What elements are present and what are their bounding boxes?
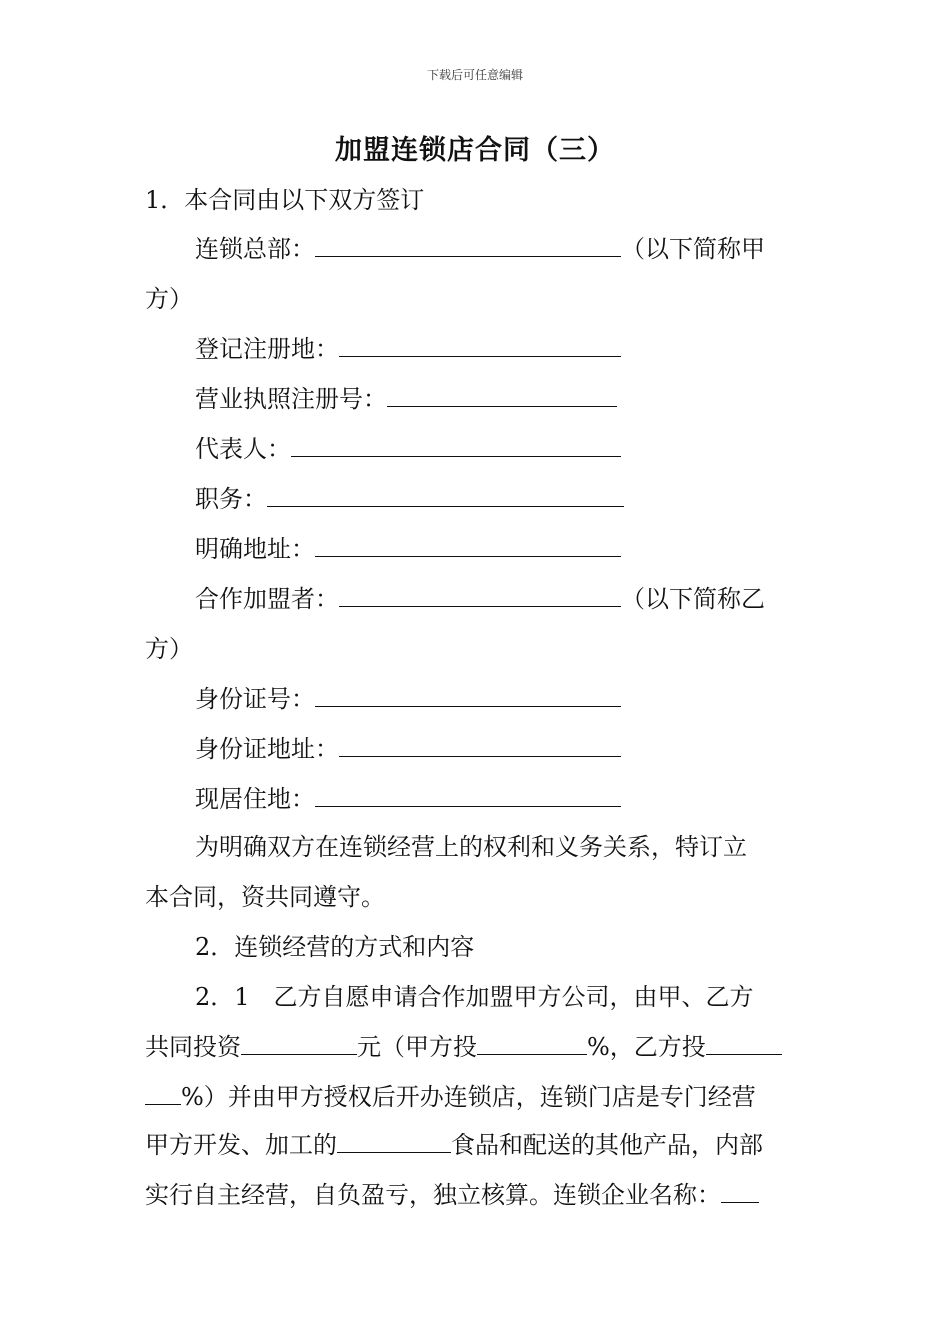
section-1-heading: 1．本合同由以下双方签订 (145, 186, 425, 214)
clause-2-1-line-4: 甲方开发、加工的 食品和配送的其他产品，内部 (145, 1131, 763, 1159)
clause-2-1-line-2: 共同投资 元（甲方投 %，乙方投 (145, 1032, 782, 1062)
purpose-paragraph-line-1: 为明确双方在连锁经营上的权利和义务关系，特订立 (195, 833, 747, 861)
registration-place-line: 登记注册地： (195, 334, 621, 364)
clause-2-1-line-5: 实行自主经营，自负盈亏，独立核算。连锁企业名称： (145, 1180, 759, 1210)
id-number-blank[interactable] (315, 684, 621, 707)
residence-line: 现居住地： (195, 784, 621, 814)
party-b-name-blank[interactable] (339, 584, 621, 607)
food-category-blank[interactable] (337, 1130, 451, 1153)
clause-2-1-line-1: 2．1 乙方自愿申请合作加盟甲方公司，由甲、乙方 (195, 983, 754, 1011)
party-b-share-blank-a[interactable] (706, 1032, 782, 1055)
header-note: 下载后可任意编辑 (426, 68, 523, 82)
id-number-line: 身份证号： (195, 684, 621, 714)
party-a-name-blank[interactable] (315, 234, 621, 257)
party-b-line: 合作加盟者： （以下简称乙 (195, 585, 765, 613)
party-b-suffix: 方） (145, 635, 193, 663)
party-a-share-blank[interactable] (477, 1032, 587, 1055)
license-number-blank[interactable] (387, 384, 617, 407)
residence-blank[interactable] (315, 784, 621, 807)
id-address-line: 身份证地址： (195, 734, 621, 764)
party-a-line: 连锁总部： （以下简称甲 (195, 235, 765, 263)
section-2-heading: 2．连锁经营的方式和内容 (195, 933, 475, 961)
registration-place-blank[interactable] (339, 334, 621, 357)
party-a-suffix: 方） (145, 285, 193, 313)
document-title: 加盟连锁店合同（三） (335, 135, 615, 166)
representative-blank[interactable] (291, 434, 621, 457)
purpose-paragraph-line-2: 本合同，资共同遵守。 (145, 883, 385, 911)
representative-line: 代表人： (195, 434, 621, 464)
position-line: 职务： (195, 484, 624, 514)
position-blank[interactable] (267, 484, 624, 507)
clause-2-1-line-3: %）并由甲方授权后开办连锁店，连锁门店是专门经营 (145, 1082, 756, 1112)
chain-name-blank[interactable] (721, 1180, 759, 1203)
address-line: 明确地址： (195, 534, 621, 564)
id-address-blank[interactable] (339, 734, 621, 757)
investment-amount-blank[interactable] (241, 1032, 357, 1055)
address-blank[interactable] (315, 534, 621, 557)
license-number-line: 营业执照注册号： (195, 384, 617, 414)
party-b-share-blank-b[interactable] (145, 1082, 181, 1105)
